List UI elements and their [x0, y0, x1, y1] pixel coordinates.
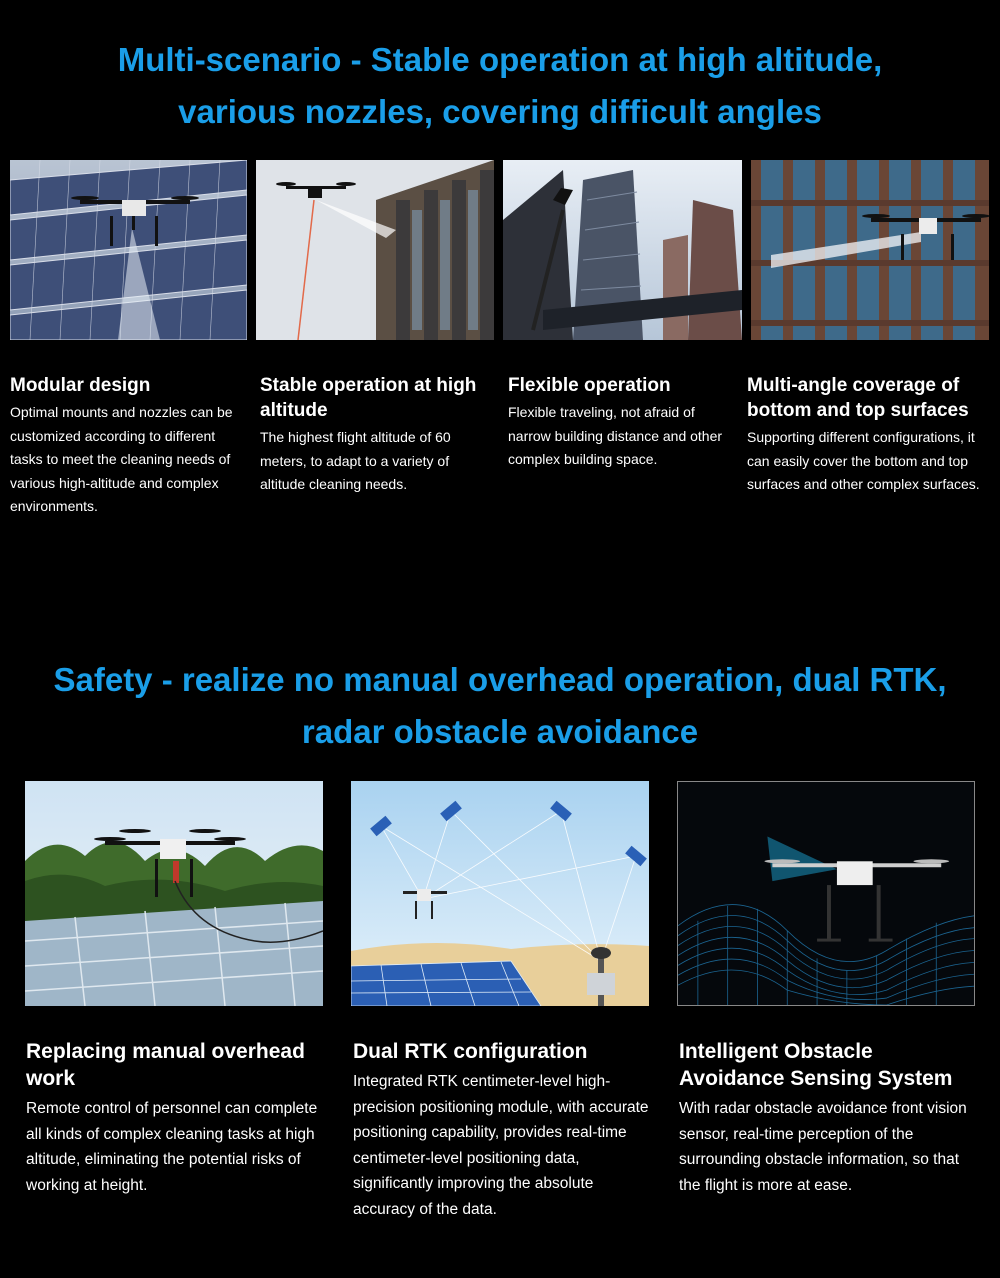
- card-body: Flexible traveling, not afraid of narrow building distance and other complex building space.: [508, 404, 723, 467]
- drone-spraying-building-photo: [256, 160, 494, 340]
- card-body: Remote control of personnel can complete all kinds of complex cleaning tasks at high altitude, eliminating the potential risks of working at height.: [26, 1100, 318, 1194]
- radar-obstacle-sensing-illustration: [677, 781, 975, 1006]
- card-body: With radar obstacle avoidance front vision sensor, real-time perception of the surrounding obstacle information, so that the flight is more at ease.: [679, 1100, 967, 1194]
- card-flexible-operation: [508, 373, 733, 472]
- card-body: Supporting different configurations, it can easily cover the bottom and top surfaces and other complex surfaces.: [747, 429, 980, 492]
- card-body: The highest flight altitude of 60 meters, to adapt to a variety of altitude cleaning needs.: [260, 429, 451, 492]
- section1-title-line-2: various nozzles, covering difficult angles: [178, 93, 822, 130]
- card-title: Modular design: [10, 375, 151, 396]
- card-body: Optimal mounts and nozzles can be customized according to different tasks to meet the cleaning needs of various high-altitude and complex environments.: [10, 404, 233, 514]
- section1-title: [0, 34, 1000, 138]
- section2-title: [0, 654, 1000, 758]
- section1-title-line-1: Multi-scenario - Stable operation at high altitude,: [117, 41, 883, 78]
- section2-title-line-2: radar obstacle avoidance: [301, 713, 699, 750]
- section2-title-line-1: Safety - realize no manual overhead operation, dual RTK,: [53, 661, 947, 698]
- card-replacing-manual-work: [26, 1038, 326, 1198]
- drone-cleaning-facade-photo: [751, 160, 989, 340]
- card-title: Flexible operation: [508, 375, 671, 396]
- card-dual-rtk: [353, 1038, 651, 1222]
- card-title: Replacing manual overhead work: [26, 1040, 305, 1090]
- card-title: Intelligent Obstacle Avoidance Sensing System: [679, 1040, 953, 1090]
- card-title: Dual RTK configuration: [353, 1040, 588, 1063]
- card-title: Multi-angle coverage of bottom and top surfaces: [747, 375, 969, 421]
- card-modular-design: [10, 373, 248, 519]
- drone-over-solar-panels-photo: [10, 160, 247, 340]
- card-obstacle-avoidance: [679, 1038, 979, 1198]
- drone-between-skyscrapers-photo: [503, 160, 742, 340]
- card-stable-operation: [260, 373, 495, 497]
- card-title: Stable operation at high altitude: [260, 375, 477, 421]
- card-multi-angle-coverage: [747, 373, 995, 497]
- rtk-satellites-illustration: [351, 781, 649, 1006]
- drone-above-greenhouse-photo: [25, 781, 323, 1006]
- card-body: Integrated RTK centimeter-level high-precision positioning module, with accurate positioning capability, provides real-time centimeter-level positioning data, significantly improving the absolute accuracy of the data.: [353, 1073, 649, 1218]
